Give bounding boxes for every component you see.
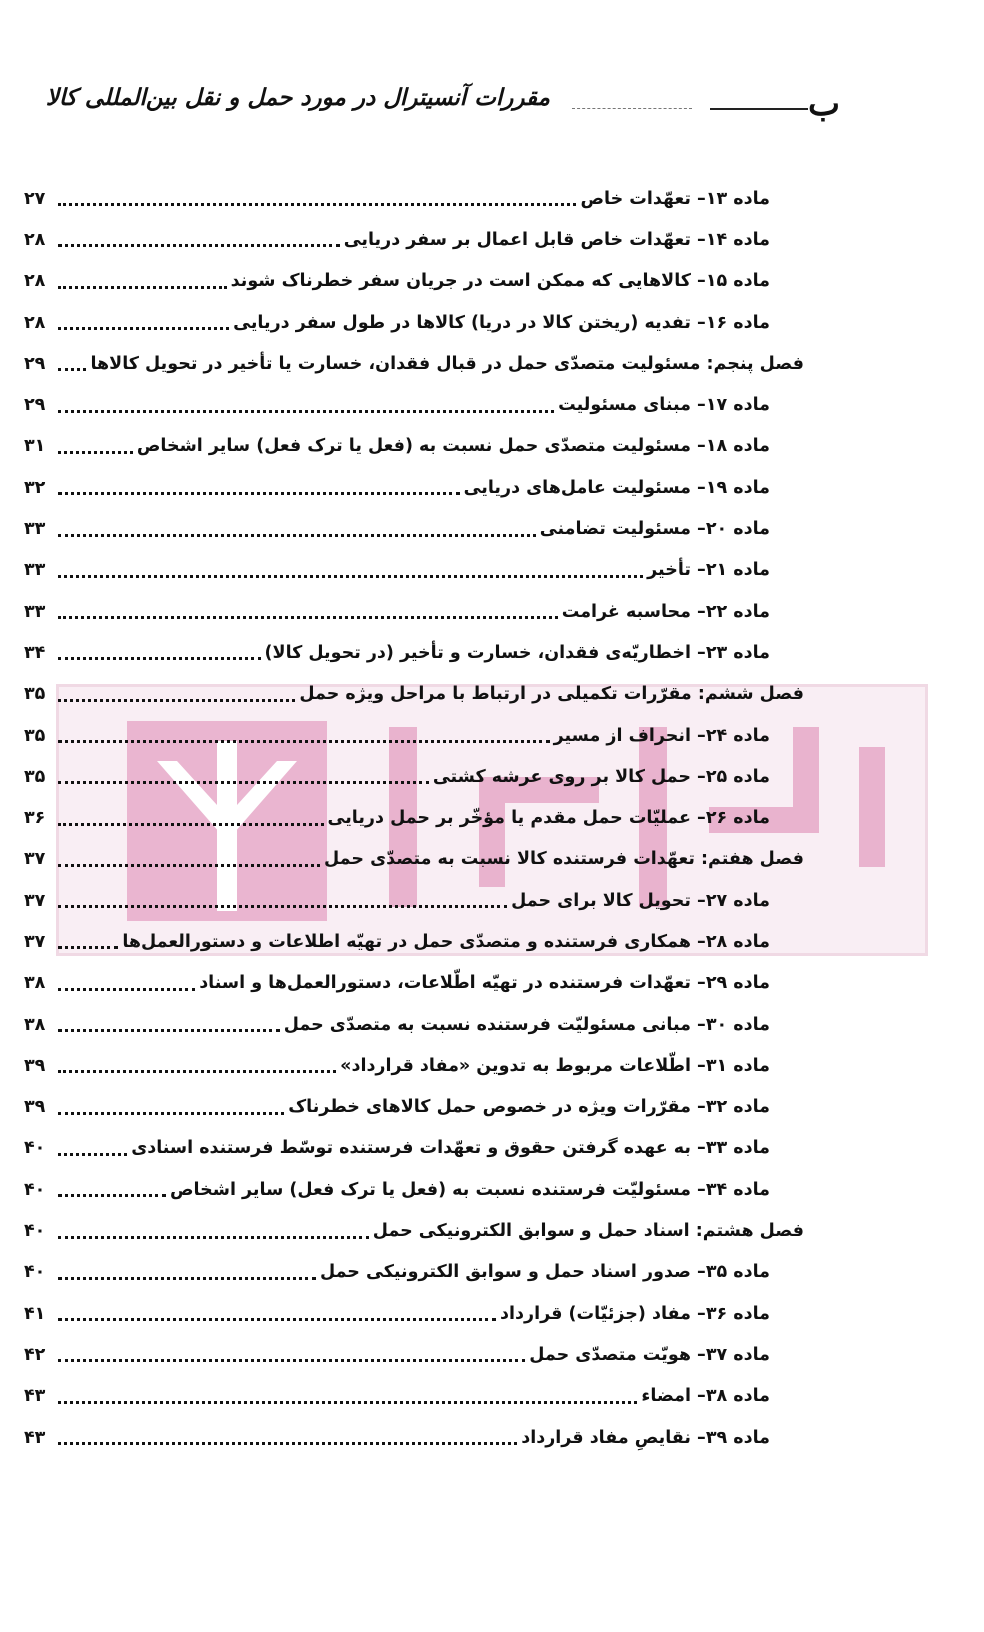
- dot-leader: [58, 286, 227, 289]
- toc-page-number: ۳۹: [24, 1097, 46, 1118]
- toc-entry-title: ماده ۲۳– اخطاریّه‌ی فقدان، خسارت و تأخیر (در تحویل کالا): [264, 642, 770, 663]
- dot-leader: [58, 1153, 127, 1156]
- dot-leader: [58, 864, 320, 867]
- toc-page-number: ۴۰: [24, 1262, 46, 1283]
- toc-article-entry: [24, 963, 804, 1004]
- toc-entry-title: ماده ۲۵– حمل کالا بر روی عرشه کشتی: [432, 766, 770, 787]
- toc-article-entry: [24, 261, 804, 302]
- dot-leader: [58, 1359, 525, 1362]
- toc-page-number: ۴۱: [24, 1303, 46, 1324]
- toc-article-entry: [24, 591, 804, 632]
- toc-entry-title: ماده ۳۰– مبانی مسئولیّت فرستنده نسبت به متصدّی حمل: [283, 1014, 770, 1035]
- toc-article-entry: [24, 384, 804, 425]
- toc-entry-title: فصل هشتم: اسناد حمل و سوابق الکترونیکی حمل: [372, 1221, 804, 1242]
- toc-article-entry: [24, 1293, 804, 1334]
- toc-entry-title: ماده ۲۸– همکاری فرستنده و متصدّی حمل در تهیّه اطلاعات و دستورالعمل‌ها: [122, 931, 770, 952]
- toc-page-number: ۴۳: [24, 1386, 46, 1407]
- toc-entry-title: ماده ۱۶– تفدیه (ریختن کالا در دریا) کالاها در طول سفر دریایی: [233, 312, 770, 333]
- toc-entry-title: ماده ۱۷– مبنای مسئولیت: [558, 395, 770, 416]
- toc-chapter-entry: [24, 674, 804, 715]
- toc-entry-title: ماده ۳۷– هویّت متصدّی حمل: [529, 1344, 770, 1365]
- dot-leader: [58, 740, 550, 743]
- toc-article-entry: [24, 715, 804, 756]
- toc-article-entry: [24, 1045, 804, 1086]
- toc-page-number: ۳۵: [24, 766, 46, 787]
- toc-entry-title: ماده ۳۲– مقرّرات ویژه در خصوص حمل کالاهای خطرناک: [288, 1097, 770, 1118]
- toc-page-number: ۳۷: [24, 931, 46, 952]
- toc-article-entry: [24, 219, 804, 260]
- toc-page-number: ۳۷: [24, 890, 46, 911]
- toc-entry-title: ماده ۲۱– تأخیر: [647, 560, 770, 581]
- toc-page-number: ۳۴: [24, 642, 46, 663]
- toc-page-number: ۲۸: [24, 271, 46, 292]
- running-title: مقررات آنسیترال در مورد حمل و نقل بین‌المللی کالا: [45, 84, 550, 111]
- toc-page-number: ۴۰: [24, 1179, 46, 1200]
- toc-chapter-entry: [24, 839, 804, 880]
- table-of-contents: [24, 178, 804, 1458]
- toc-page-number: ۳۵: [24, 725, 46, 746]
- toc-article-entry: [24, 1004, 804, 1045]
- dot-leader: [58, 946, 118, 949]
- dot-leader: [58, 905, 507, 908]
- dot-leader: [58, 988, 195, 991]
- toc-article-entry: [24, 426, 804, 467]
- page-header: [10, 84, 840, 134]
- toc-page-number: ۳۶: [24, 808, 46, 829]
- toc-article-entry: [24, 1087, 804, 1128]
- dot-leader: [58, 1236, 369, 1239]
- toc-article-entry: [24, 1169, 804, 1210]
- toc-page-number: ۴۲: [24, 1344, 46, 1365]
- toc-entry-title: ماده ۳۱– اطّلاعات مربوط به تدوین «مفاد قرارداد»: [340, 1055, 770, 1076]
- toc-entry-title: فصل ششم: مقرّرات تکمیلی در ارتباط با مراحل ویژه حمل: [299, 684, 804, 705]
- dot-leader: [58, 1029, 280, 1032]
- toc-article-entry: [24, 797, 804, 838]
- dot-leader: [58, 616, 558, 619]
- header-rule: [710, 108, 808, 110]
- toc-chapter-entry: [24, 1210, 804, 1251]
- dot-leader: [58, 1112, 284, 1115]
- toc-page-number: ۴۰: [24, 1221, 46, 1242]
- page-letter: ب: [807, 84, 840, 124]
- toc-entry-title: ماده ۳۳– به عهده گرفتن حقوق و تعهّدات فرستنده توسّط فرستنده اسنادی: [131, 1138, 770, 1159]
- toc-page-number: ۳۲: [24, 477, 46, 498]
- dot-leader: [58, 1277, 316, 1280]
- toc-page-number: ۲۹: [24, 353, 46, 374]
- toc-page-number: ۲۹: [24, 395, 46, 416]
- toc-entry-title: ماده ۱۸– مسئولیت متصدّی حمل نسبت به (فعل یا ترک فعل) سایر اشخاص: [136, 436, 770, 457]
- toc-page-number: ۳۸: [24, 973, 46, 994]
- toc-entry-title: ماده ۳۴– مسئولیّت فرستنده نسبت به (فعل یا ترک فعل) سایر اشخاص: [170, 1179, 770, 1200]
- dot-leader: [58, 699, 295, 702]
- toc-article-entry: [24, 1252, 804, 1293]
- toc-page-number: ۴۳: [24, 1427, 46, 1448]
- toc-page-number: ۳۳: [24, 560, 46, 581]
- dot-leader: [58, 823, 324, 826]
- dot-leader: [58, 327, 229, 330]
- toc-page-number: ۳۸: [24, 1014, 46, 1035]
- toc-article-entry: [24, 1128, 804, 1169]
- toc-entry-title: ماده ۱۹– مسئولیت عامل‌های دریایی: [463, 477, 770, 498]
- dot-leader: [58, 203, 576, 206]
- toc-entry-title: فصل پنجم: مسئولیت متصدّی حمل در قبال فقدان، خسارت یا تأخیر در تحویل کالاها: [90, 353, 804, 374]
- toc-page-number: ۳۷: [24, 849, 46, 870]
- toc-page-number: ۴۰: [24, 1138, 46, 1159]
- dot-leader: [58, 492, 460, 495]
- toc-article-entry: [24, 302, 804, 343]
- dot-leader: [58, 657, 261, 660]
- toc-article-entry: [24, 1417, 804, 1458]
- toc-page-number: ۲۷: [24, 188, 46, 209]
- toc-entry-title: ماده ۲۹– تعهّدات فرستنده در تهیّه اطّلاعات، دستورالعمل‌ها و اسناد: [199, 973, 770, 994]
- toc-chapter-entry: [24, 343, 804, 384]
- toc-article-entry: [24, 632, 804, 673]
- dot-leader: [58, 1194, 166, 1197]
- toc-entry-title: ماده ۱۴– تعهّدات خاص قابل اعمال بر سفر دریایی: [343, 229, 770, 250]
- toc-article-entry: [24, 550, 804, 591]
- toc-page-number: ۳۵: [24, 684, 46, 705]
- dot-leader: [58, 781, 429, 784]
- toc-page-number: ۲۸: [24, 312, 46, 333]
- dot-leader: [58, 1442, 517, 1445]
- toc-entry-title: ماده ۲۴– انحراف از مسیر: [553, 725, 770, 746]
- toc-article-entry: [24, 880, 804, 921]
- toc-article-entry: [24, 178, 804, 219]
- dot-leader: [58, 575, 643, 578]
- toc-entry-title: ماده ۲۰– مسئولیت تضامنی: [539, 519, 770, 540]
- toc-entry-title: ماده ۲۷– تحویل کالا برای حمل: [511, 890, 770, 911]
- dot-leader: [58, 1070, 336, 1073]
- dot-leader: [58, 1401, 637, 1404]
- header-dashed-line: [572, 108, 692, 109]
- toc-entry-title: ماده ۳۹– نقایصِ مفاد قرارداد: [521, 1427, 770, 1448]
- toc-entry-title: ماده ۳۶– مفاد (جزئیّات) قرارداد: [500, 1303, 770, 1324]
- toc-entry-title: ماده ۳۸– امضاء: [641, 1386, 770, 1407]
- toc-page-number: ۳۹: [24, 1055, 46, 1076]
- toc-page-number: ۳۱: [24, 436, 46, 457]
- toc-entry-title: ماده ۱۵– کالاهایی که ممکن است در جریان سفر خطرناک شوند: [230, 271, 770, 292]
- toc-entry-title: ماده ۲۲– محاسبه غرامت: [561, 601, 770, 622]
- toc-article-entry: [24, 1334, 804, 1375]
- dot-leader: [58, 410, 554, 413]
- toc-article-entry: [24, 467, 804, 508]
- dot-leader: [58, 534, 536, 537]
- toc-entry-title: ماده ۱۳– تعهّدات خاص: [580, 188, 770, 209]
- dot-leader: [58, 368, 86, 371]
- toc-page-number: ۳۳: [24, 519, 46, 540]
- toc-page-number: ۳۳: [24, 601, 46, 622]
- dot-leader: [58, 451, 133, 454]
- toc-entry-title: ماده ۲۶– عملیّات حمل مقدم یا مؤخّر بر حمل دریایی: [327, 808, 770, 829]
- toc-article-entry: [24, 508, 804, 549]
- dot-leader: [58, 244, 340, 247]
- toc-article-entry: [24, 921, 804, 962]
- toc-article-entry: [24, 1376, 804, 1417]
- dot-leader: [58, 1318, 496, 1321]
- toc-entry-title: فصل هفتم: تعهّدات فرستنده کالا نسبت به متصدّی حمل: [324, 849, 804, 870]
- toc-page-number: ۲۸: [24, 229, 46, 250]
- toc-entry-title: ماده ۳۵– صدور اسناد حمل و سوابق الکترونیکی حمل: [319, 1262, 770, 1283]
- toc-article-entry: [24, 756, 804, 797]
